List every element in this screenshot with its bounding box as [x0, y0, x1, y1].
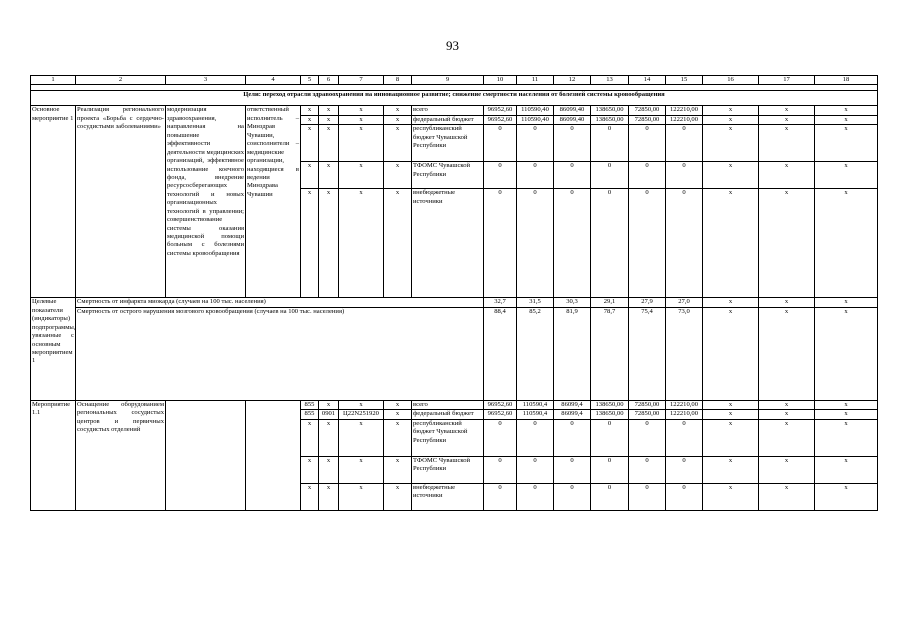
- column-number: 4: [246, 76, 301, 85]
- value-cell: 0: [591, 419, 629, 456]
- source-cell: республиканский бюджет Чувашской Республики: [412, 419, 484, 456]
- value-cell: 96952,60: [484, 400, 517, 409]
- column-number: 12: [554, 76, 591, 85]
- block2-col1: Мероприятие 1.1: [31, 400, 76, 510]
- block1-col1: Основное мероприятие 1: [31, 106, 76, 298]
- value-cell: x: [703, 189, 759, 298]
- value-cell: 0: [666, 162, 703, 189]
- value-cell: 72850,00: [629, 400, 666, 409]
- column-number: 10: [484, 76, 517, 85]
- program-table: [30, 75, 878, 511]
- value-cell: x: [703, 307, 759, 400]
- code-cell: x: [301, 189, 319, 298]
- value-cell: 0: [484, 162, 517, 189]
- source-cell: федеральный бюджет: [412, 410, 484, 419]
- value-cell: 0: [484, 483, 517, 510]
- value-cell: 72850,00: [629, 106, 666, 115]
- target-label: Смертность от инфаркта миокарда (случаев на 100 тыс. населения): [76, 298, 484, 307]
- code-cell: x: [301, 419, 319, 456]
- value-cell: 0: [629, 189, 666, 298]
- value-cell: 0: [666, 456, 703, 483]
- value-cell: 32,7: [484, 298, 517, 307]
- code-cell: x: [339, 400, 384, 409]
- value-cell: 0: [484, 456, 517, 483]
- block2-row: [31, 400, 878, 409]
- column-number: 15: [666, 76, 703, 85]
- code-cell: x: [319, 162, 339, 189]
- code-cell: x: [339, 162, 384, 189]
- code-cell: x: [339, 483, 384, 510]
- block2-col3: [166, 400, 246, 510]
- block1-row: [31, 106, 878, 115]
- value-cell: x: [703, 106, 759, 115]
- value-cell: x: [815, 298, 878, 307]
- block2-col2: Оснащение оборудованием региональных сосудистых центров и первичных сосудистых отделений: [76, 400, 166, 510]
- header-row: [31, 76, 878, 85]
- column-number: 13: [591, 76, 629, 85]
- column-number: 2: [76, 76, 166, 85]
- value-cell: 0: [591, 483, 629, 510]
- value-cell: x: [759, 298, 815, 307]
- code-cell: x: [384, 115, 412, 124]
- value-cell: 138650,00: [591, 106, 629, 115]
- source-cell: республиканский бюджет Чувашской Республики: [412, 125, 484, 162]
- value-cell: 0: [591, 162, 629, 189]
- value-cell: 0: [517, 125, 554, 162]
- column-number: 9: [412, 76, 484, 85]
- source-cell: ТФОМС Чувашской Республики: [412, 456, 484, 483]
- value-cell: x: [815, 419, 878, 456]
- value-cell: 0: [591, 125, 629, 162]
- value-cell: 96952,60: [484, 115, 517, 124]
- code-cell: x: [339, 115, 384, 124]
- code-cell: x: [339, 189, 384, 298]
- column-number: 8: [384, 76, 412, 85]
- code-cell: x: [319, 483, 339, 510]
- value-cell: 72850,00: [629, 410, 666, 419]
- value-cell: 72850,00: [629, 115, 666, 124]
- code-cell: x: [319, 456, 339, 483]
- value-cell: x: [703, 298, 759, 307]
- value-cell: 0: [666, 483, 703, 510]
- value-cell: 0: [554, 483, 591, 510]
- column-number: 1: [31, 76, 76, 85]
- value-cell: 0: [517, 419, 554, 456]
- code-cell: x: [384, 419, 412, 456]
- column-number: 18: [815, 76, 878, 85]
- value-cell: 86099,4: [554, 410, 591, 419]
- code-cell: x: [301, 115, 319, 124]
- value-cell: 138650,00: [591, 410, 629, 419]
- source-cell: внебюджетные источники: [412, 189, 484, 298]
- value-cell: 122210,00: [666, 115, 703, 124]
- value-cell: 110590,4: [517, 400, 554, 409]
- value-cell: x: [815, 400, 878, 409]
- block1-col3: модернизация здравоохранения, направленная на повышение эффективности деятельности медицинских организаций, эффективное использование коечного фонда, внедрение ресурсосберегающих технологий и новых организационных технологий в управлении; совершенствование системы оказания медицинской помощи больным с болезнями системы кровообращения: [166, 106, 246, 298]
- code-cell: x: [384, 189, 412, 298]
- value-cell: 0: [591, 189, 629, 298]
- value-cell: 122210,00: [666, 106, 703, 115]
- code-cell: Ц22N251920: [339, 410, 384, 419]
- value-cell: 122210,00: [666, 400, 703, 409]
- code-cell: x: [319, 400, 339, 409]
- value-cell: 110590,40: [517, 115, 554, 124]
- value-cell: x: [815, 106, 878, 115]
- block2-col4: [246, 400, 301, 510]
- code-cell: x: [301, 106, 319, 115]
- value-cell: x: [759, 400, 815, 409]
- value-cell: x: [703, 456, 759, 483]
- value-cell: 29,1: [591, 298, 629, 307]
- code-cell: x: [384, 483, 412, 510]
- goal-title: Цели: переход отрасли здравоохранения на инновационное развитие; снижение смертности населения от болезней системы кровообращения: [31, 91, 878, 106]
- value-cell: 0: [629, 456, 666, 483]
- code-cell: x: [339, 125, 384, 162]
- value-cell: x: [703, 483, 759, 510]
- value-cell: x: [759, 106, 815, 115]
- value-cell: x: [759, 419, 815, 456]
- value-cell: x: [815, 189, 878, 298]
- value-cell: 0: [666, 125, 703, 162]
- value-cell: 78,7: [591, 307, 629, 400]
- source-cell: всего: [412, 106, 484, 115]
- value-cell: 75,4: [629, 307, 666, 400]
- column-number: 16: [703, 76, 759, 85]
- code-cell: x: [384, 456, 412, 483]
- value-cell: 0: [629, 419, 666, 456]
- value-cell: 0: [591, 456, 629, 483]
- code-cell: x: [384, 106, 412, 115]
- value-cell: 0: [629, 162, 666, 189]
- value-cell: 122210,00: [666, 410, 703, 419]
- value-cell: 0: [484, 125, 517, 162]
- value-cell: 0: [554, 419, 591, 456]
- value-cell: 0: [554, 189, 591, 298]
- code-cell: x: [319, 125, 339, 162]
- value-cell: 0: [666, 189, 703, 298]
- value-cell: 0: [517, 162, 554, 189]
- code-cell: x: [319, 106, 339, 115]
- code-cell: x: [319, 115, 339, 124]
- block1-col2: Реализация регионального проекта «Борьба с сердечно-сосудистыми заболеваниями»: [76, 106, 166, 298]
- value-cell: 81,9: [554, 307, 591, 400]
- value-cell: x: [759, 410, 815, 419]
- source-cell: федеральный бюджет: [412, 115, 484, 124]
- value-cell: 30,3: [554, 298, 591, 307]
- column-number: 3: [166, 76, 246, 85]
- value-cell: 0: [554, 162, 591, 189]
- value-cell: 96952,60: [484, 410, 517, 419]
- source-cell: всего: [412, 400, 484, 409]
- value-cell: x: [815, 162, 878, 189]
- value-cell: 138650,00: [591, 400, 629, 409]
- value-cell: x: [815, 307, 878, 400]
- value-cell: 73,0: [666, 307, 703, 400]
- value-cell: 0: [629, 483, 666, 510]
- code-cell: 0901: [319, 410, 339, 419]
- value-cell: 0: [554, 456, 591, 483]
- value-cell: 0: [484, 419, 517, 456]
- value-cell: x: [759, 307, 815, 400]
- code-cell: x: [384, 125, 412, 162]
- code-cell: 855: [301, 410, 319, 419]
- value-cell: x: [815, 410, 878, 419]
- value-cell: x: [815, 456, 878, 483]
- target-row: [31, 307, 878, 400]
- code-cell: x: [301, 162, 319, 189]
- code-cell: x: [339, 106, 384, 115]
- code-cell: x: [384, 162, 412, 189]
- value-cell: 96952,60: [484, 106, 517, 115]
- code-cell: x: [384, 410, 412, 419]
- value-cell: 31,5: [517, 298, 554, 307]
- value-cell: 0: [517, 483, 554, 510]
- code-cell: x: [319, 419, 339, 456]
- code-cell: x: [319, 189, 339, 298]
- value-cell: x: [759, 115, 815, 124]
- value-cell: x: [703, 115, 759, 124]
- column-number: 14: [629, 76, 666, 85]
- column-number: 6: [319, 76, 339, 85]
- value-cell: x: [759, 189, 815, 298]
- source-cell: внебюджетные источники: [412, 483, 484, 510]
- code-cell: x: [384, 400, 412, 409]
- value-cell: x: [759, 162, 815, 189]
- value-cell: x: [703, 410, 759, 419]
- code-cell: x: [301, 483, 319, 510]
- code-cell: x: [339, 419, 384, 456]
- code-cell: 855: [301, 400, 319, 409]
- column-number: 11: [517, 76, 554, 85]
- value-cell: 27,0: [666, 298, 703, 307]
- value-cell: x: [815, 125, 878, 162]
- code-cell: x: [301, 125, 319, 162]
- target-label: Смертность от острого нарушения мозгового кровообращения (случаев на 100 тыс. населения): [76, 307, 484, 400]
- value-cell: 0: [629, 125, 666, 162]
- value-cell: 27,9: [629, 298, 666, 307]
- value-cell: 0: [666, 419, 703, 456]
- block1-col4: ответственный исполнитель – Минздрав Чувашии, соисполнители – медицинские организации, находящиеся в ведении Минздрава Чувашии: [246, 106, 301, 298]
- value-cell: x: [703, 400, 759, 409]
- value-cell: x: [815, 483, 878, 510]
- value-cell: 85,2: [517, 307, 554, 400]
- value-cell: x: [703, 162, 759, 189]
- value-cell: 0: [484, 189, 517, 298]
- value-cell: 86099,40: [554, 106, 591, 115]
- value-cell: 110590,40: [517, 106, 554, 115]
- targets-col1: Целевые показатели (индикаторы) подпрограммы, увязанные с основным мероприятием 1: [31, 298, 76, 400]
- column-number: 7: [339, 76, 384, 85]
- value-cell: 0: [517, 189, 554, 298]
- code-cell: x: [339, 456, 384, 483]
- column-number: 5: [301, 76, 319, 85]
- value-cell: x: [759, 456, 815, 483]
- target-row: [31, 298, 878, 307]
- value-cell: 88,4: [484, 307, 517, 400]
- value-cell: 86099,40: [554, 115, 591, 124]
- value-cell: x: [703, 419, 759, 456]
- value-cell: x: [815, 115, 878, 124]
- value-cell: 110590,4: [517, 410, 554, 419]
- page-number: 93: [446, 38, 459, 53]
- value-cell: 0: [517, 456, 554, 483]
- value-cell: x: [759, 483, 815, 510]
- value-cell: x: [703, 125, 759, 162]
- value-cell: x: [759, 125, 815, 162]
- value-cell: 138650,00: [591, 115, 629, 124]
- source-cell: ТФОМС Чувашской Республики: [412, 162, 484, 189]
- value-cell: 0: [554, 125, 591, 162]
- value-cell: 86099,4: [554, 400, 591, 409]
- code-cell: x: [301, 456, 319, 483]
- column-number: 17: [759, 76, 815, 85]
